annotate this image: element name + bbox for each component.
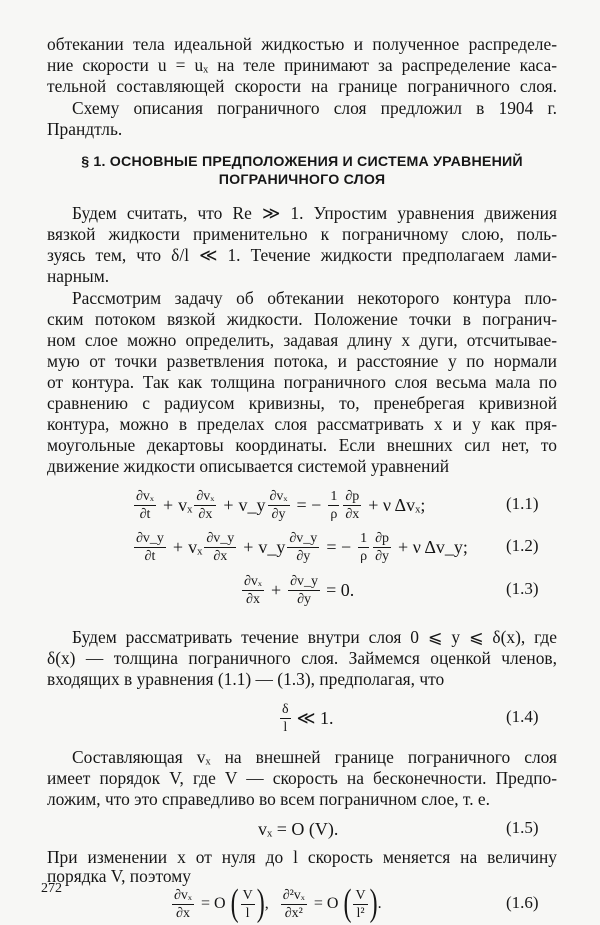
text-line: мую от точки разветвления потока, и расстояние y по нормали xyxy=(47,351,557,371)
fraction: $\frac{\text{∂vₓ}}{\partial x}$ xyxy=(174,887,192,921)
fraction: $\frac{\partial v\_y}{\partial x}$ xyxy=(206,530,235,564)
equation-1-5: vₓ = O (V). xyxy=(258,818,339,839)
text-line: порядка V, поэтому xyxy=(47,866,191,886)
equation-number: (1.1) xyxy=(506,494,539,513)
equation-1-4: $\frac{\delta}{l}$ ≪ 1. xyxy=(282,701,334,735)
text-line: ложим, что это справедливо во всем пограничном слое, т. е. xyxy=(47,789,490,809)
fraction: $\frac{\partial v\_y}{\partial t}$ xyxy=(136,530,164,564)
text-line: зуясь тем, что δ/l ≪ 1. Течение жидкости предполагаем лами- xyxy=(47,245,557,265)
text-line: контура, можно в пределах слоя рассматривать x и y как пря- xyxy=(47,414,557,434)
fraction: $\frac{\partial v\_y}{\partial y}$ xyxy=(290,573,319,607)
fraction: $\frac{\text{∂vₓ}}{\partial x}$ xyxy=(244,573,262,607)
text-line: имеет порядок V, где V — скорость на бесконечности. Предпо- xyxy=(47,768,557,788)
text-line: Рассмотрим задачу об обтекании некоторого контура пло- xyxy=(72,288,557,308)
text-line: При изменении x от нуля до l скорость меняется на величину xyxy=(47,847,557,867)
text-line: моугольные декартовы координаты. Если внешних сил нет, то xyxy=(47,435,557,455)
equation-number: (1.3) xyxy=(506,579,539,598)
equation-number: (1.4) xyxy=(506,707,539,726)
equation-number: (1.5) xyxy=(506,818,539,837)
text-line: Будем считать, что Re ≫ 1. Упростим уравнения движения xyxy=(72,203,557,223)
fraction: $\frac{\text{∂vₓ}}{\partial y}$ xyxy=(269,488,288,522)
text-line: тельной составляющей скорости на границе пограничного слоя. xyxy=(47,76,557,96)
text-line: δ(x) — толщина пограничного слоя. Займемся оценкой членов, xyxy=(47,648,557,668)
text-line: входящих в уравнения (1.1) — (1.3), предполагая, что xyxy=(47,669,445,689)
text-line: сравнению с радиусом кривизны, то, пренебрегая кривизной xyxy=(47,393,557,413)
equation-1-6: $\frac{\text{∂vₓ}}{\partial x}$ = O ( $\frac{V}{l}$ ) , $\frac{\text{∂²vₓ}}{\text{∂x²}}$ = O ( $\frac{V}{\text{l²}}$ ) . xyxy=(174,883,382,925)
fraction: $\frac{\partial v\_y}{\partial y}$ xyxy=(289,530,318,564)
text-line: ном слое можно определить, задавая длину x дуги, отсчитывае- xyxy=(47,330,557,350)
text-line: Составляющая vₓ на внешней границе пограничного слоя xyxy=(72,747,557,767)
text-line: ским потоком вязкой жидкости. Положение точки в погранич- xyxy=(47,309,557,329)
text-line: от контура. Так как толщина пограничного слоя весьма мала по xyxy=(47,372,557,392)
equation-number: (1.6) xyxy=(506,893,539,912)
section-heading: ПОГРАНИЧНОГО СЛОЯ xyxy=(218,172,386,188)
fraction: $\frac{V}{\text{l²}}$ xyxy=(355,887,366,921)
text-line: обтекании тела идеальной жидкостью и полученное распределе- xyxy=(47,34,557,54)
section-heading: § 1. ОСНОВНЫЕ ПРЕДПОЛОЖЕНИЯ И СИСТЕМА УРАВНЕНИЙ xyxy=(81,154,523,170)
equation-1-3: $\frac{\text{∂vₓ}}{\partial x}$ + $\frac{\partial v\_y}{\partial y}$ = 0. xyxy=(244,573,355,607)
fraction: $\frac{\delta}{l}$ xyxy=(282,701,289,735)
text-line: Будем рассматривать течение внутри слоя 0 ⩽ y ⩽ δ(x), где xyxy=(72,627,557,647)
equation-1-1: $\frac{\text{∂vₓ}}{\partial t}$ + vₓ $\frac{\text{∂vₓ}}{\partial x}$ + v_y $\frac{\text{∂vₓ}}{\partial y}$ = − $\frac{1}{\rho}$ $\frac{\partial p}{\partial x}$ + ν Δvₓ; xyxy=(136,488,426,522)
fraction: $\frac{V}{l}$ xyxy=(242,887,253,921)
equation-1-2: $\frac{\partial v\_y}{\partial t}$ + vₓ $\frac{\partial v\_y}{\partial x}$ + v_y $\frac{\partial v\_y}{\partial y}$ = − $\frac{1}{\rho}$ $\frac{\partial p}{\partial y}$ + ν Δv_y; xyxy=(136,530,468,564)
fraction: $\frac{\partial p}{\partial x}$ xyxy=(345,488,360,522)
fraction: $\frac{\text{∂vₓ}}{\partial x}$ xyxy=(196,488,215,522)
fraction: $\frac{1}{\rho}$ xyxy=(330,488,338,522)
fraction: $\frac{\text{∂vₓ}}{\partial t}$ xyxy=(136,488,154,522)
text-line: движение жидкости описывается системой уравнений xyxy=(47,456,450,476)
text-line: вязкой жидкости применительно к пограничному слою, поль- xyxy=(47,224,557,244)
page-number: 272 xyxy=(41,881,62,896)
text-line: ние скорости u = uₓ на теле принимают за распределение каса- xyxy=(47,55,557,75)
fraction: $\frac{\text{∂²vₓ}}{\text{∂x²}}$ xyxy=(282,887,305,921)
text-line: нарным. xyxy=(47,266,110,286)
text-line: Схему описания пограничного слоя предложил в 1904 г. xyxy=(72,98,557,118)
fraction: $\frac{\partial p}{\partial y}$ xyxy=(375,530,390,564)
equation-number: (1.2) xyxy=(506,536,539,555)
text-line: Прандтль. xyxy=(47,119,123,139)
fraction: $\frac{1}{\rho}$ xyxy=(360,530,368,564)
